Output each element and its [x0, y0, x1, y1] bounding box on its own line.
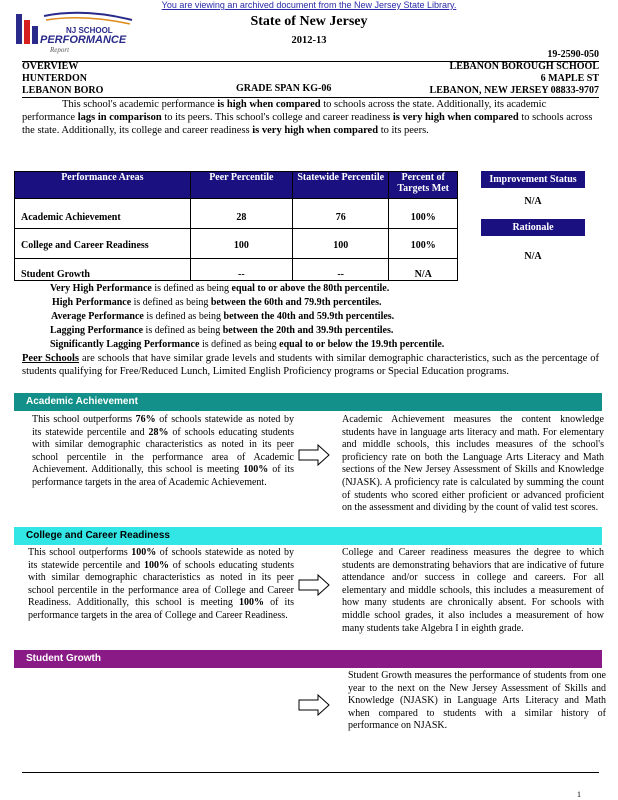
section-header-growth: Student Growth [14, 650, 602, 668]
right-arrow-icon [298, 574, 330, 596]
rationale-header: Rationale [481, 219, 585, 236]
school-city: LEBANON, NEW JERSEY 08833-9707 [429, 85, 599, 96]
college-left-text: This school outperforms 100% of schools statewide as noted by its statewide percentile and 100% of schools educating students with similar demographic characteristics as noted in its peer school percentile in the performance area of College and Career Readiness. Additionally, this school is meeting 100% of its performance targets in the area of College and Career Readiness. [28, 547, 295, 621]
footer-divider [22, 772, 599, 773]
performance-legend [50, 282, 444, 352]
col-targets-met: Percent of Targets Met [389, 172, 458, 199]
improvement-status-header: Improvement Status [481, 171, 585, 188]
performance-table [14, 171, 458, 281]
logo-line-1: NJ SCHOOL [66, 26, 113, 35]
legend-item: Significantly Lagging Performance is defined as being equal to or below the 19.9th percentile. [50, 339, 445, 350]
table-row: College and Career Readiness 100 100 100% [15, 229, 458, 251]
academic-left-text: This school outperforms 76% of schools statewide as noted by its statewide percentile and 28% of schools educating students with similar demographic characteristics as noted in its peer school percentile in the performance area of Academic Achievement. Additionally, this school is meeting 100% of its performance targets in the area of Academic Achievement. [32, 414, 295, 488]
school-year: 2012-13 [291, 35, 327, 46]
section-header-college: College and Career Readiness [14, 527, 602, 545]
section-header-academic: Academic Achievement [14, 393, 602, 411]
school-address: 6 MAPLE ST [540, 73, 599, 84]
college-right-text: College and Career readiness measures the degree to which students are demonstrating behaviors that are indicative of future attendance and/or success in college and careers. For all elementary and middle schools, this includes a measurement of how many students are chronically absent. For schools with middle school grades, it also includes a measurement of how many students take Algebra I in eighth grade. [342, 547, 604, 634]
overview-label: OVERVIEW [22, 61, 79, 72]
rationale-value: N/A [524, 251, 542, 262]
document-title: State of New Jersey [250, 14, 368, 29]
legend-item: Average Performance is defined as being between the 40th and 59.9th percentiles. [51, 311, 395, 322]
right-arrow-icon [298, 694, 330, 716]
school-code: 19-2590-050 [547, 49, 599, 60]
col-peer-percentile: Peer Percentile [190, 172, 292, 199]
grade-span: GRADE SPAN KG-06 [236, 83, 332, 94]
table-row: Student Growth -- -- N/A [15, 259, 458, 281]
col-performance-areas: Performance Areas [15, 172, 191, 199]
peer-schools-term: Peer Schools [22, 353, 80, 364]
table-row: Academic Achievement 28 76 100% [15, 199, 458, 223]
legend-item: Lagging Performance is defined as being between the 20th and 39.9th percentiles. [50, 325, 394, 336]
peer-schools-definition: Peer Schools are schools that have similar grade levels and students with similar demographic characteristics, such as the percentage of students qualifying for Free/Reduced Lunch, Limited English Proficiency programs or Special Education programs. [22, 353, 599, 377]
logo-line-2: PERFORMANCE [40, 34, 127, 46]
county-name: HUNTERDON [22, 73, 88, 84]
archive-banner-link[interactable]: You are viewing an archived document from the New Jersey State Library. [161, 0, 457, 10]
legend-item: High Performance is defined as being between the 60th and 79.9th percentiles. [52, 297, 382, 308]
legend-item: Very High Performance is defined as being equal to or above the 80th percentile. [50, 283, 390, 294]
logo-line-3: Report [50, 46, 70, 54]
page-number: 1 [577, 790, 581, 799]
school-name: LEBANON BOROUGH SCHOOL [449, 61, 599, 72]
district-name: LEBANON BORO [22, 85, 104, 96]
improvement-status-value: N/A [524, 196, 542, 207]
right-arrow-icon [298, 444, 330, 466]
performance-table-wrapper [14, 171, 458, 281]
academic-right-text: Academic Achievement measures the content knowledge students have in language arts literacy and math. For elementary and middle schools, this includes measures of the school's proficiency rate on both the Language Arts Literacy and Math sections of the New Jersey Assessment of Skills and Knowledge (NJASK). A proficiency rate is calculated by summing the count of students who scored either proficient or advanced proficient on the assessment and dividing by the count of valid test scores. [342, 414, 604, 514]
col-statewide-percentile: Statewide Percentile [293, 172, 389, 199]
summary-paragraph: This school's academic performance is high when compared to schools across the state. Additionally, its academic performance lags in comparison to its peers. This school's college and career readiness is very high when compared to schools across the state. Additionally, its college and career readiness is very high when compared to its peers. [22, 99, 593, 136]
growth-right-text: Student Growth measures the performance of students from one year to the next on the New Jersey Assessment of Skills and Knowledge (NJASK) in Language Arts Literacy and Math when compared to students with a similar history of performance on NJASK. [348, 670, 606, 732]
